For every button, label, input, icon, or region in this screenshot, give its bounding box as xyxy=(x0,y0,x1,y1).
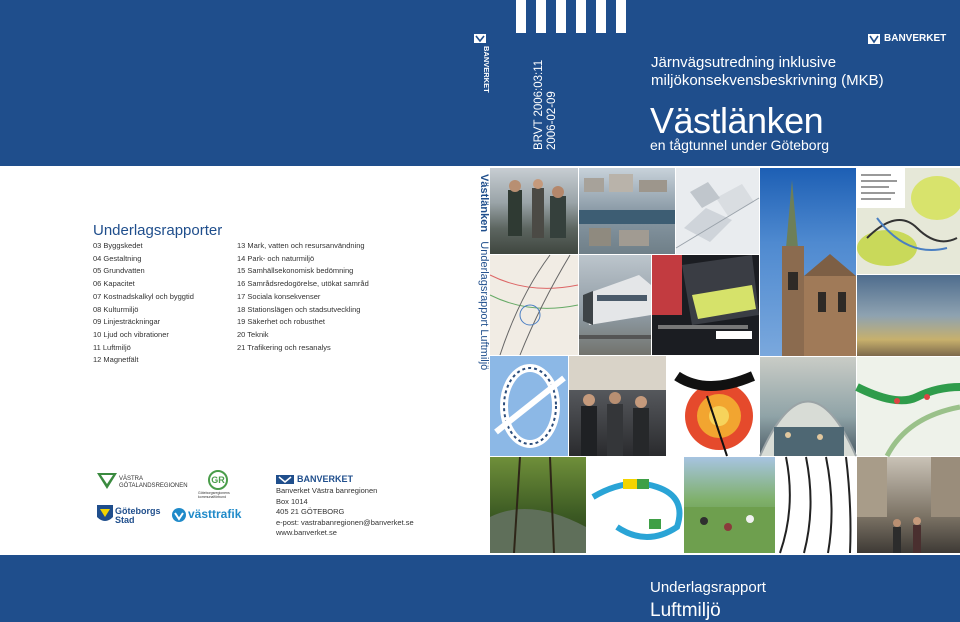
photo-train xyxy=(579,255,651,355)
photo-model-render xyxy=(676,168,759,254)
study-title-line1: Järnvägsutredning inklusive xyxy=(651,54,837,71)
contact-org: Banverket Västra banregionen xyxy=(276,486,378,495)
gr-logo xyxy=(200,470,240,504)
model-render-icon xyxy=(676,168,759,254)
project-title: Västlänken xyxy=(650,100,824,141)
contact-postal: 405 21 GÖTEBORG xyxy=(276,507,345,516)
banverket-emblem-icon xyxy=(868,34,880,44)
church-icon xyxy=(760,168,856,356)
banverket-emblem-icon xyxy=(276,475,294,484)
photo-map-overview xyxy=(857,168,960,274)
train-icon xyxy=(579,255,651,355)
list-item: 09 Linjesträckningar xyxy=(93,317,161,327)
photo-city-plan-map xyxy=(667,356,759,456)
banverket-logo-top xyxy=(868,33,946,44)
spine-subtitle: Underlagsrapport Luftmiljö xyxy=(478,241,490,371)
photo-street-crowd xyxy=(857,457,960,553)
report-code xyxy=(533,0,575,166)
photo-station-crowd xyxy=(569,356,666,456)
goteborg-line1: Göteborgs xyxy=(115,506,161,516)
report-type: Underlagsrapport xyxy=(650,579,766,596)
vgr-line1: VÄSTRA xyxy=(119,476,144,482)
photo-park-people xyxy=(684,457,775,553)
list-item: 07 Kostnadskalkyl och byggtid xyxy=(93,291,194,301)
vgr-logo xyxy=(97,473,188,497)
list-item: 05 Grundvatten xyxy=(93,266,145,276)
contact-box: Box 1014 xyxy=(276,496,308,506)
city-plan-icon xyxy=(667,356,759,456)
vgr-line2: GÖTALANDSREGIONEN xyxy=(119,483,188,489)
photo-park-stream xyxy=(490,457,586,553)
contact-info xyxy=(276,486,414,539)
park-people-icon xyxy=(684,457,775,553)
list-item: 15 Samhällsekonomisk bedömning xyxy=(237,266,354,276)
contact-brand: BANVERKET xyxy=(297,474,354,484)
contact-email[interactable]: e-post: vastrabanregionen@banverket.se xyxy=(276,517,414,527)
street-crowd-icon xyxy=(857,457,960,553)
banverket-wordmark: BANVERKET xyxy=(884,33,947,44)
station-hall-icon xyxy=(760,357,856,456)
crowd-icon xyxy=(569,356,666,456)
route-diagram-icon xyxy=(587,457,683,553)
network-graphic-icon xyxy=(490,356,568,456)
list-item: 12 Magnetfält xyxy=(93,355,139,365)
tunnel-section-icon xyxy=(652,255,759,355)
park-icon xyxy=(490,457,586,553)
list-item: 03 Byggskedet xyxy=(93,241,143,250)
list-item: 08 Kulturmiljö xyxy=(93,304,139,314)
map-icon xyxy=(857,168,960,274)
vasttrafik-wordmark: västtrafik xyxy=(188,507,242,521)
list-item: 19 Säkerhet och robusthet xyxy=(237,317,325,327)
list-item: 18 Stationslägen och stadsutveckling xyxy=(237,304,361,314)
study-title xyxy=(651,54,884,90)
photo-church xyxy=(760,168,856,356)
photo-tunnel-section xyxy=(652,255,759,355)
gr-line2: kommunalförbund xyxy=(198,495,227,499)
contact-banverket-logo xyxy=(276,474,353,484)
decor-bar xyxy=(616,0,626,33)
photo-city-aerial xyxy=(579,168,675,254)
cover-bottom-band xyxy=(0,555,960,622)
list-item: 17 Sociala konsekvenser xyxy=(237,291,321,301)
vasttrafik-logo xyxy=(172,506,242,524)
photo-station-hall xyxy=(760,357,856,456)
photo-route-map xyxy=(857,357,960,456)
list-item: 04 Gestaltning xyxy=(93,253,142,263)
list-item: 06 Kapacitet xyxy=(93,279,135,289)
report-topic: Luftmiljö xyxy=(650,600,721,621)
reports-heading: Underlagsrapporter xyxy=(93,222,223,239)
vasttrafik-icon xyxy=(172,508,186,522)
banverket-logo-icon xyxy=(474,34,491,93)
project-subtitle: en tågtunnel under Göteborg xyxy=(650,137,830,153)
photo-route-diagram xyxy=(587,457,683,553)
list-item: 21 Trafikering och resanalys xyxy=(237,342,331,352)
gr-emblem-icon: GR xyxy=(208,470,228,490)
decor-bar xyxy=(596,0,606,33)
sketch-plan-icon xyxy=(776,457,856,553)
svg-text:BANVERKET: BANVERKET xyxy=(482,46,491,93)
gr-line1: Göteborgsregionens xyxy=(198,491,230,495)
report-number: BRVT 2006:03:11 xyxy=(533,59,545,150)
photo-network-graphic xyxy=(490,356,568,456)
track-plan-icon xyxy=(490,255,578,355)
list-item: 16 Samrådsredogörelse, utökat samråd xyxy=(237,279,369,289)
study-title-line2: miljökonsekvensbeskrivning (MKB) xyxy=(651,72,884,89)
photo-sky-landscape xyxy=(857,275,960,356)
list-item: 20 Teknik xyxy=(237,329,269,339)
vgr-emblem-icon xyxy=(97,473,117,491)
goteborg-shield-icon xyxy=(97,505,113,525)
photo-track-plan xyxy=(490,255,578,355)
goteborg-line2: Stad xyxy=(115,515,135,525)
goteborg-logo xyxy=(97,505,161,529)
list-item: 13 Mark, vatten och resursanvändning xyxy=(237,241,365,250)
reports-list-col2 xyxy=(237,240,369,354)
route-map-icon xyxy=(857,357,960,456)
spine-title: Västlänken xyxy=(478,174,490,233)
spine-banverket-logo xyxy=(474,34,491,93)
decor-bar xyxy=(516,0,526,33)
list-item: 11 Luftmiljö xyxy=(93,342,131,352)
report-date: 2006-02-09 xyxy=(546,91,558,150)
list-item: 14 Park- och naturmiljö xyxy=(237,253,315,263)
list-item: 10 Ljud och vibrationer xyxy=(93,329,169,339)
contact-website[interactable]: www.banverket.se xyxy=(276,528,337,537)
people-image-icon xyxy=(490,168,578,254)
city-aerial-icon xyxy=(579,168,675,254)
reports-list-col1 xyxy=(93,240,194,367)
photo-sketch-plan xyxy=(776,457,856,553)
decor-bar xyxy=(576,0,586,33)
photo-people-street xyxy=(490,168,578,254)
